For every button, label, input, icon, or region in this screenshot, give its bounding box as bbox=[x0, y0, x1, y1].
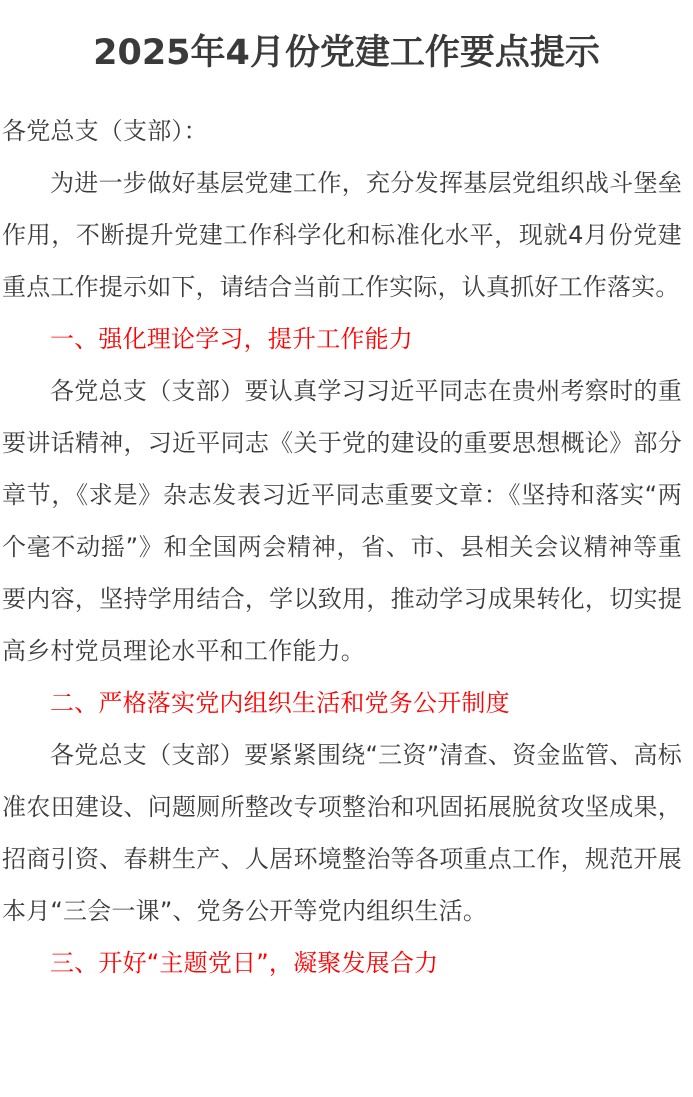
section-body-1: 各党总支（支部）要认真学习习近平同志在贵州考察时的重要讲话精神，习近平同志《关于党的建设的重要思想概论》部分章节，《求是》杂志发表习近平同志重要文章：《坚持和落实“两个毫不动摇”》和全国两会精神，省、市、县相关会议精神等重要内容，坚持学用结合，学以致用，推动学习成果转化，切实提高乡村党员理论水平和工作能力。 bbox=[2, 377, 682, 665]
section-heading-2: 二、严格落实党内组织生活和党务公开制度 bbox=[50, 689, 510, 717]
salutation: 各党总支（支部）： bbox=[2, 117, 208, 145]
intro-paragraph: 为进一步做好基层党建工作，充分发挥基层党组织战斗堡垒作用，不断提升党建工作科学化和标准化水平，现就4月份党建重点工作提示如下，请结合当前工作实际，认真抓好工作落实。 bbox=[2, 169, 682, 301]
document-title: 2025年4月份党建工作要点提示 bbox=[93, 33, 600, 73]
section-body-2: 各党总支（支部）要紧紧围绕“三资”清查、资金监管、高标准农田建设、问题厕所整改专项整治和巩固拓展脱贫攻坚成果，招商引资、春耕生产、人居环境整治等各项重点工作，规范开展本月“三会一课”、党务公开等党内组织生活。 bbox=[2, 741, 682, 925]
section-heading-3: 三、开好“主题党日”，凝聚发展合力 bbox=[50, 949, 439, 977]
section-heading-1: 一、强化理论学习，提升工作能力 bbox=[50, 325, 413, 353]
document-body bbox=[2, 105, 682, 989]
